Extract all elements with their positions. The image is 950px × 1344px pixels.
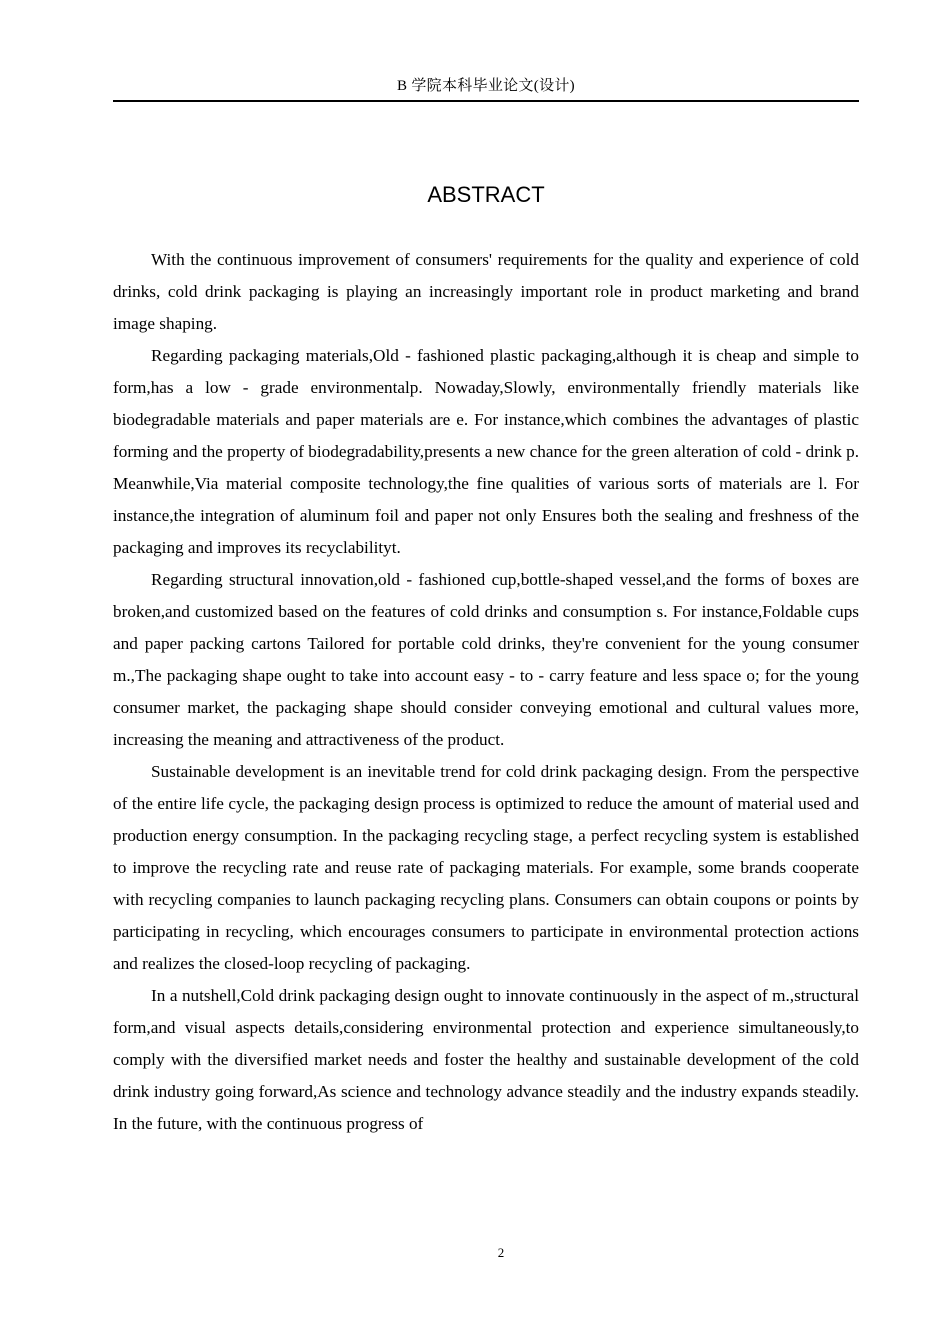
abstract-paragraph-2: Regarding packaging materials,Old - fashioned plastic packaging,although it is cheap and simple to form,has a low - grade environmentalp. Nowaday,Slowly, environmentally friendly materials like biodegradable materials and paper materials are e. For instance,which combines the advantages of plastic forming and the property of biodegradability,presents a new chance for the green alteration of cold - drink p. Meanwhile,Via material composite technology,the fine qualities of various sorts of materials are l. For instance,the integration of aluminum foil and paper not only Ensures both the sealing and freshness of the packaging and improves its recyclabilityt. bbox=[113, 346, 859, 557]
running-header: B 学院本科毕业论文(设计) bbox=[397, 78, 575, 94]
abstract-paragraph-3: Regarding structural innovation,old - fashioned cup,bottle-shaped vessel,and the forms of boxes are broken,and customized based on the features of cold drinks and consumption s. For instance,Foldable cups and paper packing cartons Tailored for portable cold drinks, they're convenient for the young consumer m.,The packaging shape ought to take into account easy - to - carry feature and less space o; for the young consumer market, the packaging shape should consider conveying emotional and cultural values more, increasing the meaning and attractiveness of the product. bbox=[113, 570, 859, 749]
abstract-paragraph-5: In a nutshell,Cold drink packaging design ought to innovate continuously in the aspect of m.,structural form,and visual aspects details,considering environmental protection and experience simultaneously,to comply with the diversified market needs and foster the healthy and sustainable development of the cold drink industry going forward,As science and technology advance steadily and the industry expands steadily. In the future, with the continuous progress of bbox=[113, 986, 859, 1133]
abstract-title: ABSTRACT bbox=[427, 182, 545, 207]
page-number: 2 bbox=[497, 1245, 505, 1260]
header-rule bbox=[113, 100, 859, 102]
abstract-body bbox=[113, 244, 859, 1140]
abstract-paragraph-1: With the continuous improvement of consumers' requirements for the quality and experience of cold drinks, cold drink packaging is playing an increasingly important role in product marketing and brand image shaping. bbox=[113, 250, 859, 333]
abstract-paragraph-4: Sustainable development is an inevitable trend for cold drink packaging design. From the perspective of the entire life cycle, the packaging design process is optimized to reduce the amount of material used and production energy consumption. In the packaging recycling stage, a perfect recycling system is established to improve the recycling rate and reuse rate of packaging materials. For example, some brands cooperate with recycling companies to launch packaging recycling plans. Consumers can obtain coupons or points by participating in recycling, which encourages consumers to participate in environmental protection actions and realizes the closed-loop recycling of packaging. bbox=[113, 762, 859, 973]
